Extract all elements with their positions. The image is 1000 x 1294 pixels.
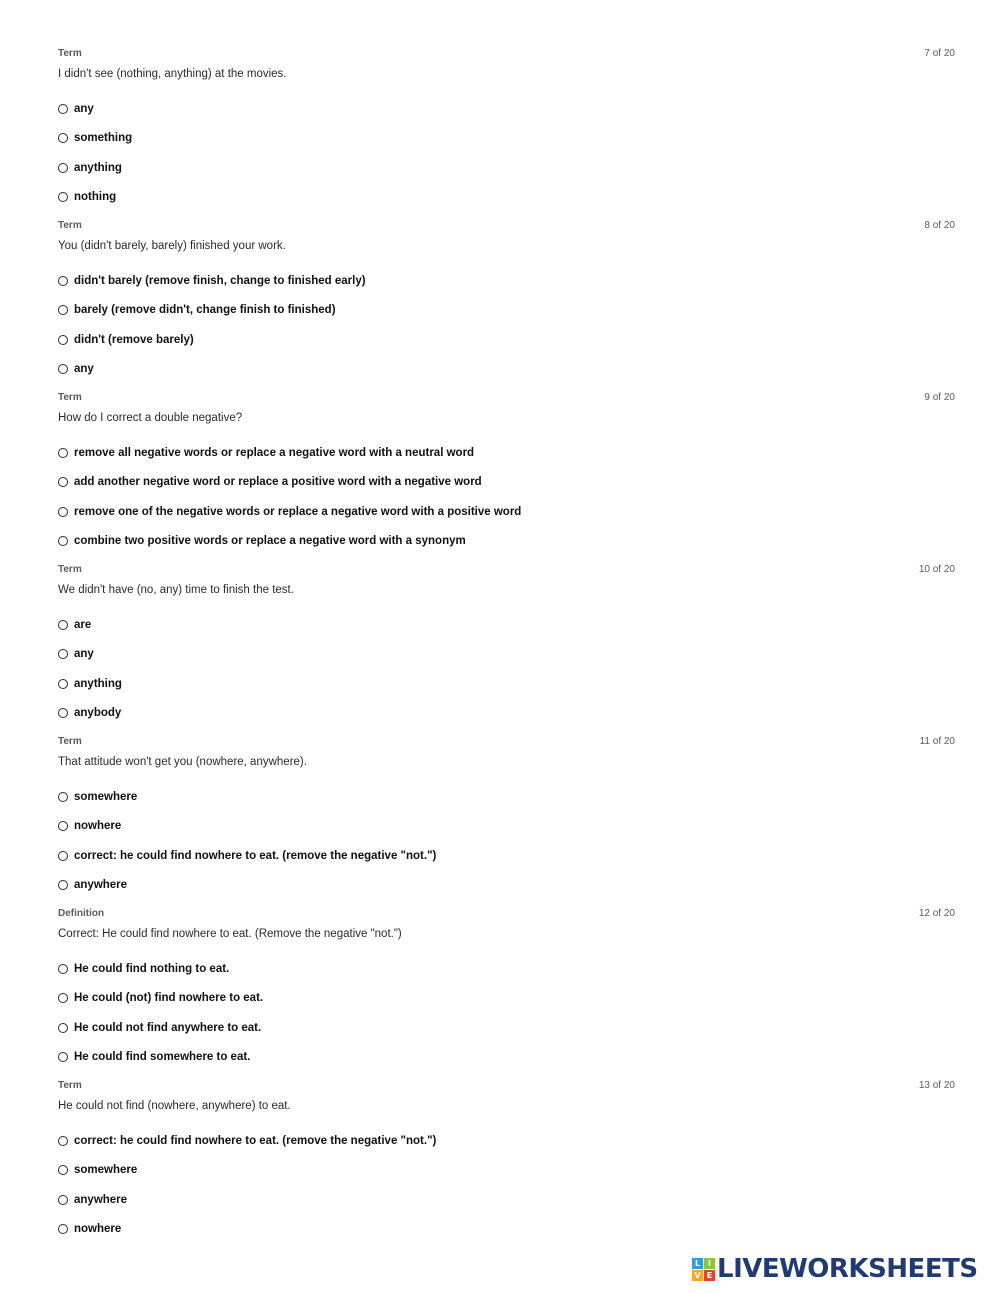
question-card	[58, 562, 955, 734]
question-kind-label: Term	[58, 736, 82, 747]
answer-option-label: He could not find anywhere to eat.	[74, 1021, 262, 1034]
radio-button-icon[interactable]	[58, 507, 68, 517]
radio-button-icon[interactable]	[58, 880, 68, 890]
answer-option[interactable]	[58, 669, 955, 699]
question-kind-label: Definition	[58, 908, 105, 919]
answer-option[interactable]	[58, 527, 955, 557]
question-prompt: How do I correct a double negative?	[58, 412, 243, 424]
answer-option[interactable]	[58, 266, 955, 296]
answer-option[interactable]	[58, 841, 955, 871]
radio-button-icon[interactable]	[58, 104, 68, 114]
radio-button-icon[interactable]	[58, 964, 68, 974]
question-card	[58, 46, 955, 218]
answer-option[interactable]	[58, 812, 955, 842]
answer-options	[58, 438, 955, 556]
question-prompt: That attitude won't get you (nowhere, anywhere).	[58, 756, 307, 768]
radio-button-icon[interactable]	[58, 1224, 68, 1234]
radio-button-icon[interactable]	[58, 792, 68, 802]
question-counter: 12 of 20	[918, 908, 955, 919]
radio-button-icon[interactable]	[58, 851, 68, 861]
answer-option[interactable]	[58, 984, 955, 1014]
question-header	[58, 1078, 955, 1094]
answer-option-label: anywhere	[74, 1193, 128, 1206]
question-counter: 9 of 20	[924, 392, 955, 403]
answer-option-label: nothing	[74, 191, 117, 204]
answer-options	[58, 1126, 955, 1244]
radio-button-icon[interactable]	[58, 993, 68, 1003]
answer-option-label: correct: he could find nowhere to eat. (remove the negative "not.")	[74, 849, 437, 862]
answer-option[interactable]	[58, 1185, 955, 1215]
radio-button-icon[interactable]	[58, 1136, 68, 1146]
question-prompt: You (didn't barely, barely) finished your work.	[58, 240, 286, 252]
answer-option-label: something	[74, 132, 133, 145]
question-counter: 7 of 20	[924, 48, 955, 59]
question-card	[58, 1078, 955, 1250]
question-prompt: I didn't see (nothing, anything) at the movies.	[58, 68, 287, 80]
answer-option[interactable]	[58, 438, 955, 468]
radio-button-icon[interactable]	[58, 448, 68, 458]
radio-button-icon[interactable]	[58, 335, 68, 345]
answer-option-label: are	[74, 618, 92, 631]
question-card	[58, 390, 955, 562]
answer-option[interactable]	[58, 954, 955, 984]
question-prompt: We didn't have (no, any) time to finish the test.	[58, 584, 294, 596]
radio-button-icon[interactable]	[58, 1165, 68, 1175]
question-header	[58, 390, 955, 406]
answer-options	[58, 94, 955, 212]
radio-button-icon[interactable]	[58, 649, 68, 659]
question-header	[58, 218, 955, 234]
answer-option[interactable]	[58, 94, 955, 124]
answer-option[interactable]	[58, 296, 955, 326]
answer-option[interactable]	[58, 699, 955, 729]
answer-option-label: He could find nothing to eat.	[74, 962, 230, 975]
radio-button-icon[interactable]	[58, 163, 68, 173]
quiz-container	[58, 46, 955, 1250]
radio-button-icon[interactable]	[58, 305, 68, 315]
answer-option-label: anything	[74, 677, 122, 690]
answer-option[interactable]	[58, 1215, 955, 1245]
question-card	[58, 906, 955, 1078]
question-kind-label: Term	[58, 220, 82, 231]
answer-option[interactable]	[58, 610, 955, 640]
question-header	[58, 734, 955, 750]
liveworksheets-logo	[692, 1255, 978, 1283]
answer-option-label: nowhere	[74, 820, 122, 833]
radio-button-icon[interactable]	[58, 192, 68, 202]
answer-option[interactable]	[58, 468, 955, 498]
radio-button-icon[interactable]	[58, 679, 68, 689]
answer-options	[58, 954, 955, 1072]
answer-option[interactable]	[58, 1126, 955, 1156]
question-prompt: He could not find (nowhere, anywhere) to eat.	[58, 1100, 291, 1112]
answer-option[interactable]	[58, 1013, 955, 1043]
answer-option-label: any	[74, 648, 94, 661]
answer-option-label: combine two positive words or replace a negative word with a synonym	[74, 535, 466, 548]
answer-option-label: anywhere	[74, 879, 128, 892]
answer-option-label: He could find somewhere to eat.	[74, 1051, 251, 1064]
answer-option[interactable]	[58, 325, 955, 355]
question-counter: 13 of 20	[918, 1080, 955, 1091]
answer-option-label: add another negative word or replace a positive word with a negative word	[74, 476, 482, 489]
brand-logo-letter: E	[704, 1270, 715, 1281]
answer-option-label: correct: he could find nowhere to eat. (remove the negative "not.")	[74, 1134, 437, 1147]
answer-option-label: any	[74, 363, 94, 376]
radio-button-icon[interactable]	[58, 708, 68, 718]
radio-button-icon[interactable]	[58, 1023, 68, 1033]
question-counter: 8 of 20	[924, 220, 955, 231]
answer-option-label: somewhere	[74, 1164, 138, 1177]
question-counter: 10 of 20	[918, 564, 955, 575]
radio-button-icon[interactable]	[58, 1195, 68, 1205]
radio-button-icon[interactable]	[58, 477, 68, 487]
radio-button-icon[interactable]	[58, 276, 68, 286]
question-header	[58, 46, 955, 62]
answer-option-label: anything	[74, 161, 122, 174]
answer-option-label: barely (remove didn't, change finish to finished)	[74, 304, 336, 317]
answer-option-label: didn't (remove barely)	[74, 333, 194, 346]
answer-option[interactable]	[58, 1043, 955, 1073]
answer-option-label: nowhere	[74, 1223, 122, 1236]
brand-wordmark: LIVEWORKSHEETS	[717, 1254, 978, 1284]
question-card	[58, 734, 955, 906]
radio-button-icon[interactable]	[58, 821, 68, 831]
answer-options	[58, 266, 955, 384]
question-kind-label: Term	[58, 564, 82, 575]
answer-option[interactable]	[58, 640, 955, 670]
answer-option[interactable]	[58, 153, 955, 183]
answer-option-label: somewhere	[74, 790, 138, 803]
answer-option-label: anybody	[74, 707, 122, 720]
answer-option[interactable]	[58, 871, 955, 901]
radio-button-icon[interactable]	[58, 536, 68, 546]
answer-option[interactable]	[58, 355, 955, 385]
radio-button-icon[interactable]	[58, 364, 68, 374]
brand-logo-icon	[692, 1258, 715, 1281]
question-card	[58, 218, 955, 390]
answer-option[interactable]	[58, 124, 955, 154]
radio-button-icon[interactable]	[58, 1052, 68, 1062]
answer-option-label: didn't barely (remove finish, change to finished early)	[74, 274, 366, 287]
question-counter: 11 of 20	[919, 736, 955, 747]
answer-option[interactable]	[58, 1156, 955, 1186]
radio-button-icon[interactable]	[58, 620, 68, 630]
question-header	[58, 906, 955, 922]
answer-option-label: He could (not) find nowhere to eat.	[74, 992, 264, 1005]
answer-options	[58, 782, 955, 900]
question-kind-label: Term	[58, 48, 82, 59]
answer-option-label: any	[74, 102, 94, 115]
question-kind-label: Term	[58, 392, 82, 403]
brand-logo-letter: I	[704, 1258, 715, 1269]
question-prompt: Correct: He could find nowhere to eat. (Remove the negative "not.")	[58, 928, 402, 940]
brand-logo-letter: V	[692, 1270, 703, 1281]
answer-option[interactable]	[58, 782, 955, 812]
answer-option-label: remove one of the negative words or replace a negative word with a positive word	[74, 505, 522, 518]
question-kind-label: Term	[58, 1080, 82, 1091]
answer-option-label: remove all negative words or replace a negative word with a neutral word	[74, 446, 475, 459]
radio-button-icon[interactable]	[58, 133, 68, 143]
answer-option[interactable]	[58, 183, 955, 213]
answer-option[interactable]	[58, 497, 955, 527]
answer-options	[58, 610, 955, 728]
question-header	[58, 562, 955, 578]
brand-logo-letter: L	[692, 1258, 703, 1269]
